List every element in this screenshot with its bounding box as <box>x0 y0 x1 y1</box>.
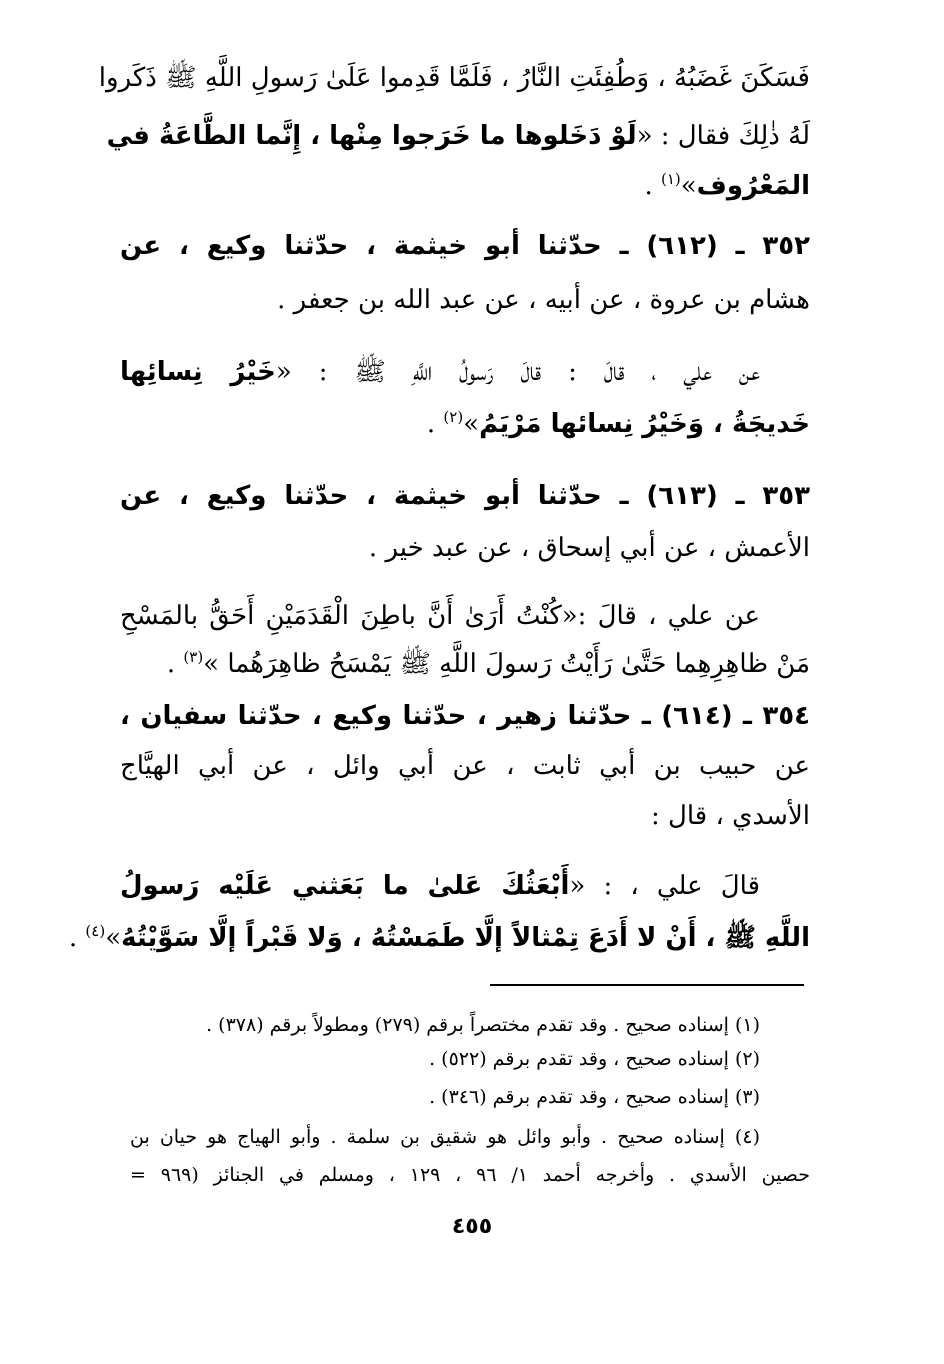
hadith-number: ٣٥٢ ـ (٦١٢) ـ حدّثنا أبو خيثمة ، حدّثنا وكيع ، عن <box>120 231 811 261</box>
text-line <box>120 796 810 836</box>
footnote-ref: (٢) <box>443 408 464 426</box>
footnote-ref: (١) <box>660 170 681 188</box>
text-span: لَهُ ذٰلِكَ فقال : « <box>636 121 810 151</box>
bold-quote: أَبْعَثُكَ عَلىٰ ما بَعَثني عَلَيْه رَسولُ <box>120 871 570 901</box>
footnote-text: (١) إسناده صحيح . وقد تقدم مختصراً برقم (٢٧٩) ومطولاً برقم (٣٧٨) . <box>206 1014 760 1036</box>
footnote-2 <box>130 1044 810 1074</box>
footnote-divider <box>490 984 804 986</box>
footnote-3 <box>130 1082 810 1112</box>
text-line <box>120 404 810 444</box>
quote-mark: » <box>105 923 122 953</box>
hadith-number: ٣٥٤ ـ (٦١٤) ـ حدّثنا زهير ، حدّثنا وكيع ، حدّثنا سفيان ، <box>120 701 811 731</box>
text-span: فَسَكَنَ غَضَبُهُ ، وَطُفِئَتِ النَّارُ ، فَلَمَّا قَدِموا عَلَىٰ رَسولِ اللَّهِ ﷺ ذَكَروا <box>98 63 810 93</box>
text-line <box>120 644 810 684</box>
footnote-text: حصين الأسدي . وأخرجه أحمد ١/ ٩٦ ، ١٢٩ ، ومسلم في الجنائز (٩٦٩ = <box>130 1164 810 1186</box>
bold-quote: خَديجَةُ ، وَخَيْرُ نِسائها مَرْيَمُ <box>479 409 810 439</box>
footnote-text: (٣) إسناده صحيح ، وقد تقدم برقم (٣٤٦) . <box>429 1086 760 1108</box>
text-span: عن علي ، قالَ : قالَ رَسولُ اللَّهِ ﷺ : « <box>275 357 761 387</box>
text-line <box>120 528 810 568</box>
text-line <box>120 352 810 392</box>
footnote-4 <box>130 1122 810 1152</box>
text-span: عن حبيب بن أبي ثابت ، عن أبي وائل ، عن أبي الهيَّاج <box>120 751 810 781</box>
text-line <box>106 116 810 156</box>
text-span: عن علي ، قالَ :«كُنْتُ أَرَىٰ أَنَّ باطِنَ الْقَدَمَيْنِ أَحَقُّ بالمَسْحِ <box>120 601 760 631</box>
text-span: الأعمش ، عن أبي إسحاق ، عن عبد خير . <box>368 533 810 563</box>
text-line <box>120 280 810 320</box>
bold-quote: المَعْرُوف <box>696 171 810 201</box>
page-number: ٤٥٥ <box>451 1214 493 1239</box>
bold-quote: خَيْرُ نِسائِها <box>120 357 276 387</box>
hadith-heading-line <box>120 696 810 736</box>
hadith-number: ٣٥٣ ـ (٦١٣) ـ حدّثنا أبو خيثمة ، حدّثنا وكيع ، عن <box>120 481 811 511</box>
text-line <box>98 58 810 98</box>
quote-mark: » <box>463 409 480 439</box>
text-span: . <box>644 171 661 201</box>
text-line <box>68 918 810 958</box>
footnote-4-continued <box>130 1160 810 1190</box>
text-line <box>120 866 810 906</box>
text-line <box>120 746 810 786</box>
text-span: مَنْ ظاهِرِهِما حَتَّىٰ رَأَيْتُ رَسولَ اللَّهِ ﷺ يَمْسَحُ ظاهِرَهُما » <box>203 649 810 679</box>
text-line <box>120 166 810 206</box>
text-line <box>120 596 810 636</box>
text-span: . <box>68 923 86 953</box>
quote-mark: » <box>680 171 697 201</box>
hadith-heading-line <box>120 476 810 516</box>
footnote-ref: (٣) <box>183 648 204 666</box>
text-span: . <box>166 649 184 679</box>
text-span: هشام بن عروة ، عن أبيه ، عن عبد الله بن جعفر . <box>277 285 810 315</box>
footnote-ref: (٤) <box>85 922 106 940</box>
text-span: قالَ علي ، : « <box>569 871 761 901</box>
footnote-text: (٢) إسناده صحيح ، وقد تقدم برقم (٥٢٢) . <box>429 1048 760 1070</box>
text-span: الأسدي ، قال : <box>650 801 810 831</box>
footnote-text: (٤) إسناده صحيح . وأبو وائل هو شقيق بن سلمة . وأبو الهياج هو حيان بن <box>130 1126 760 1148</box>
bold-quote: لَوْ دَخَلوها ما خَرَجوا مِنْها ، إِنَّما الطَّاعَةُ في <box>106 121 637 151</box>
text-span: . <box>426 409 444 439</box>
footnote-1 <box>130 1010 810 1040</box>
bold-quote: اللَّهِ ﷺ ، أَنْ لا أَدَعَ تِمْثالاً إلَّا طَمَسْتُهُ ، وَلا قَبْراً إلَّا سَوَّيْتُهُ <box>121 923 810 953</box>
hadith-heading-line <box>120 226 810 266</box>
